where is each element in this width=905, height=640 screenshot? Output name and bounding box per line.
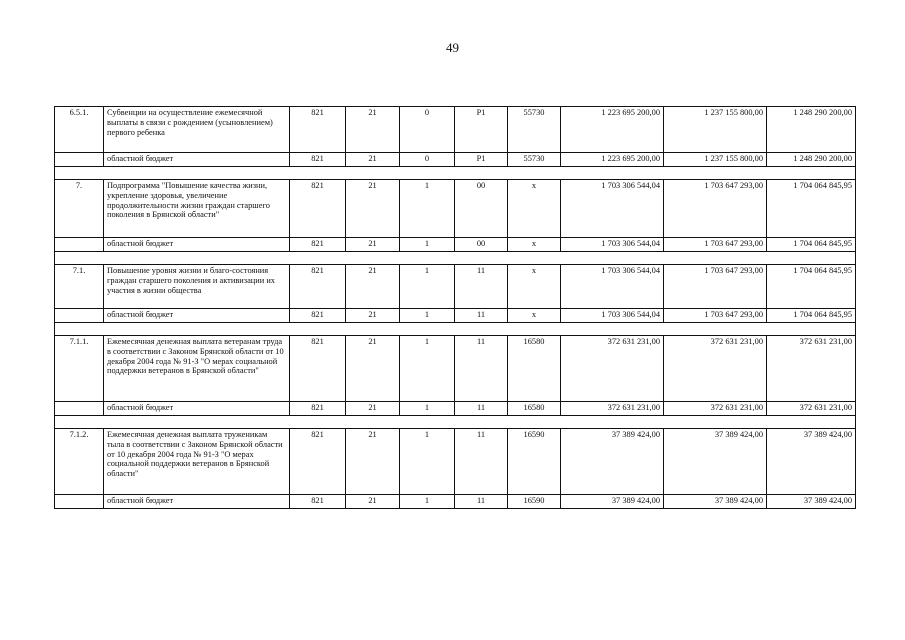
amount-year-3: 372 631 231,00 [767,402,856,416]
amount-year-1: 37 389 424,00 [561,429,664,495]
subrow-name: областной бюджет [104,402,290,416]
code-direction: 16580 [508,336,561,402]
code-event: 00 [455,180,508,238]
table-row [55,180,856,238]
code-event: 00 [455,238,508,252]
amount-year-1: 1 703 306 544,04 [561,309,664,323]
row-gap [55,323,856,336]
amount-year-3: 1 704 064 845,95 [767,309,856,323]
code-program: 21 [346,238,400,252]
subrow-name: областной бюджет [104,238,290,252]
code-subprogram: 1 [400,238,455,252]
table-subrow [55,402,856,416]
row-name: Повышение уровня жизни и благо-состояния граждан старшего поколения и активизации их участия в жизни общества [104,265,290,309]
code-ministry: 821 [290,336,346,402]
amount-year-3: 1 248 290 200,00 [767,153,856,167]
code-ministry: 821 [290,180,346,238]
code-subprogram: 1 [400,180,455,238]
code-ministry: 821 [290,429,346,495]
row-number: 6.5.1. [55,107,104,153]
row-gap [55,252,856,265]
table-subrow [55,309,856,323]
code-direction: 55730 [508,153,561,167]
code-direction: х [508,309,561,323]
row-number-empty [55,402,104,416]
amount-year-3: 1 704 064 845,95 [767,265,856,309]
amount-year-2: 37 389 424,00 [664,429,767,495]
code-subprogram: 1 [400,265,455,309]
amount-year-2: 1 237 155 800,00 [664,107,767,153]
budget-table-body [55,107,856,509]
code-event: P1 [455,107,508,153]
table-row [55,429,856,495]
budget-table [54,106,856,509]
code-subprogram: 0 [400,153,455,167]
subrow-name: областной бюджет [104,495,290,509]
code-program: 21 [346,336,400,402]
code-direction: х [508,265,561,309]
code-ministry: 821 [290,402,346,416]
amount-year-1: 1 703 306 544,04 [561,265,664,309]
code-event: 11 [455,309,508,323]
amount-year-3: 1 248 290 200,00 [767,107,856,153]
code-subprogram: 1 [400,402,455,416]
amount-year-2: 37 389 424,00 [664,495,767,509]
code-direction: 16580 [508,402,561,416]
code-event: 11 [455,402,508,416]
code-subprogram: 0 [400,107,455,153]
page-number: 49 [446,40,459,55]
row-name: Субвенции на осуществление ежемесячной выплаты в связи с рождением (усыновлением) первого ребенка [104,107,290,153]
code-event: P1 [455,153,508,167]
amount-year-2: 1 703 647 293,00 [664,309,767,323]
code-event: 11 [455,336,508,402]
row-number: 7.1.2. [55,429,104,495]
code-ministry: 821 [290,107,346,153]
code-event: 11 [455,495,508,509]
code-program: 21 [346,309,400,323]
code-ministry: 821 [290,238,346,252]
row-number-empty [55,495,104,509]
subrow-name: областной бюджет [104,153,290,167]
table-row [55,336,856,402]
code-ministry: 821 [290,153,346,167]
amount-year-1: 372 631 231,00 [561,402,664,416]
code-program: 21 [346,180,400,238]
amount-year-3: 1 704 064 845,95 [767,238,856,252]
row-gap [55,167,856,180]
row-name: Ежемесячная денежная выплата труженикам тыла в соответствии с Законом Брянской области от 10 декабря 2004 года № 91-З "О мерах социальной поддержки ветеранов в Брянской области" [104,429,290,495]
code-program: 21 [346,429,400,495]
table-row [55,265,856,309]
table-subrow [55,238,856,252]
amount-year-1: 1 703 306 544,04 [561,238,664,252]
code-ministry: 821 [290,495,346,509]
amount-year-2: 372 631 231,00 [664,336,767,402]
row-name: Ежемесячная денежная выплата ветеранам труда в соответствии с Законом Брянской области от 10 декабря 2004 года № 91-З "О мерах социальной поддержки ветеранов в Брянской области" [104,336,290,402]
code-program: 21 [346,153,400,167]
row-number-empty [55,153,104,167]
code-program: 21 [346,107,400,153]
row-gap [55,416,856,429]
code-ministry: 821 [290,265,346,309]
code-subprogram: 1 [400,495,455,509]
row-number: 7.1.1. [55,336,104,402]
code-program: 21 [346,495,400,509]
code-subprogram: 1 [400,336,455,402]
row-name: Подпрограмма "Повышение качества жизни, укрепление здоровья, увеличение продолжительности жизни граждан старшего поколения в Брянской области" [104,180,290,238]
code-subprogram: 1 [400,429,455,495]
amount-year-2: 1 703 647 293,00 [664,265,767,309]
amount-year-2: 1 703 647 293,00 [664,180,767,238]
row-number-empty [55,238,104,252]
amount-year-3: 372 631 231,00 [767,336,856,402]
code-program: 21 [346,265,400,309]
code-program: 21 [346,402,400,416]
code-ministry: 821 [290,309,346,323]
amount-year-1: 37 389 424,00 [561,495,664,509]
row-number: 7. [55,180,104,238]
code-direction: 55730 [508,107,561,153]
code-subprogram: 1 [400,309,455,323]
amount-year-3: 37 389 424,00 [767,495,856,509]
code-event: 11 [455,265,508,309]
amount-year-2: 1 703 647 293,00 [664,238,767,252]
amount-year-1: 1 223 695 200,00 [561,153,664,167]
table-subrow [55,153,856,167]
amount-year-3: 37 389 424,00 [767,429,856,495]
amount-year-3: 1 704 064 845,95 [767,180,856,238]
row-number: 7.1. [55,265,104,309]
code-direction: х [508,180,561,238]
subrow-name: областной бюджет [104,309,290,323]
code-direction: х [508,238,561,252]
code-direction: 16590 [508,429,561,495]
amount-year-2: 1 237 155 800,00 [664,153,767,167]
row-number-empty [55,309,104,323]
amount-year-1: 1 223 695 200,00 [561,107,664,153]
code-event: 11 [455,429,508,495]
amount-year-1: 372 631 231,00 [561,336,664,402]
table-row [55,107,856,153]
code-direction: 16590 [508,495,561,509]
amount-year-1: 1 703 306 544,04 [561,180,664,238]
amount-year-2: 372 631 231,00 [664,402,767,416]
table-subrow [55,495,856,509]
